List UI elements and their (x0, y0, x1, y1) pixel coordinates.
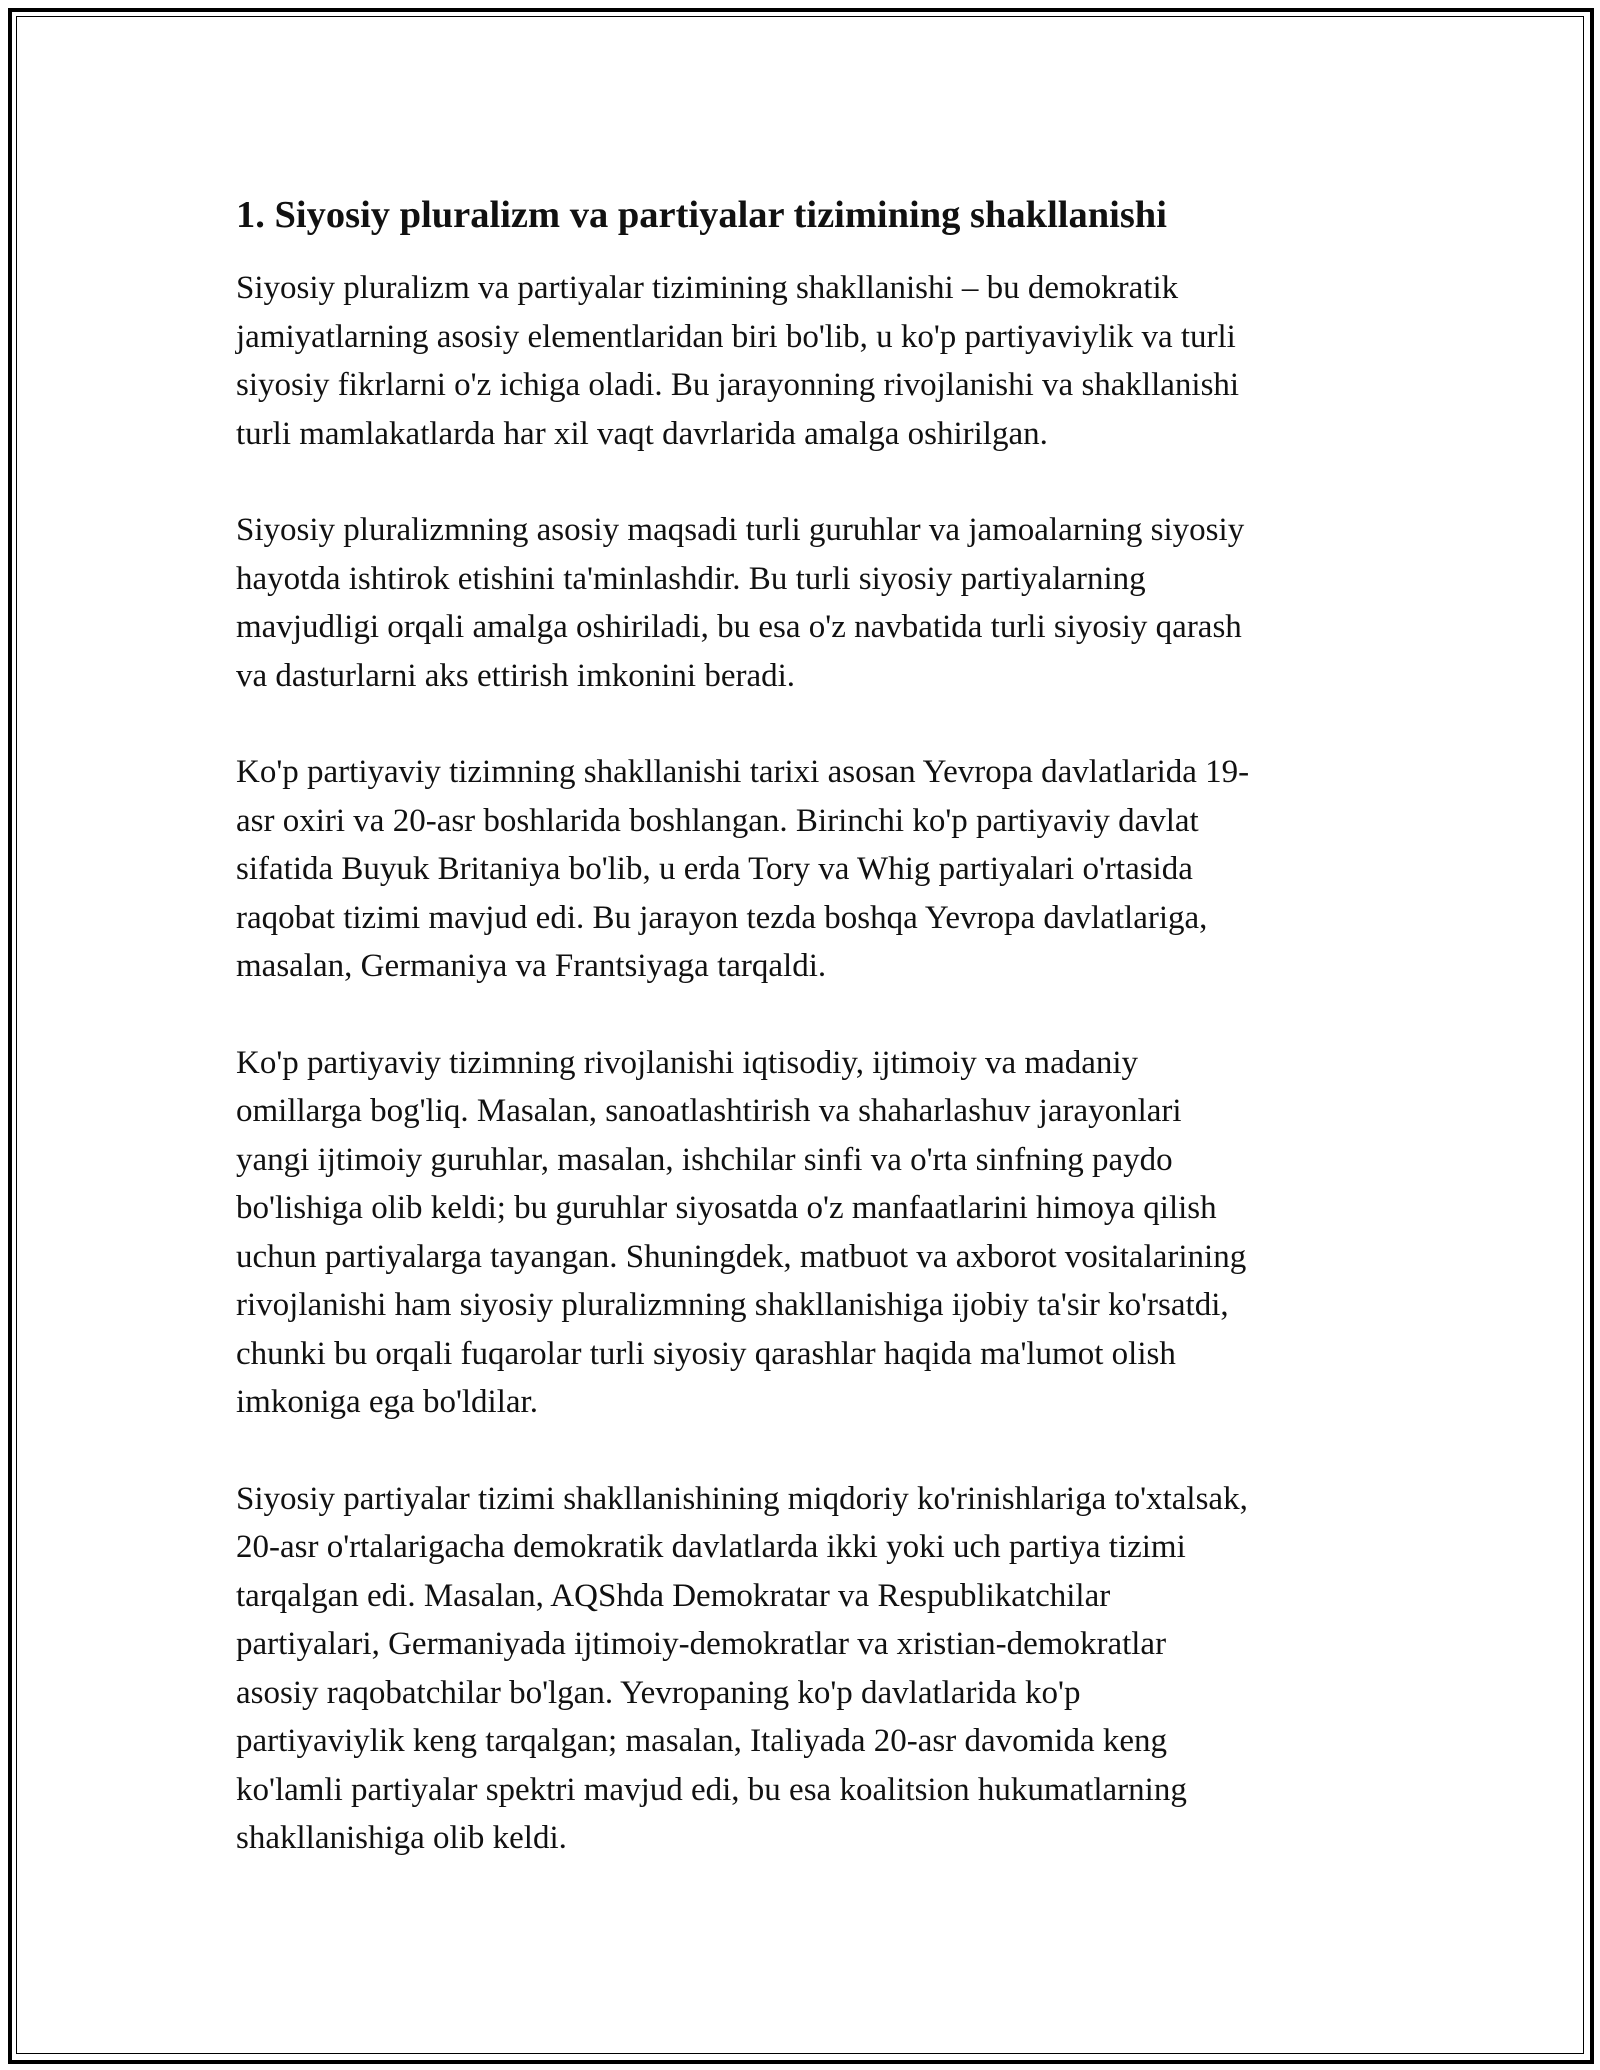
text-line: omillarga bog'liq. Masalan, sanoatlashtirish va shaharlashuv jarayonlari (236, 1093, 1182, 1129)
text-line: va dasturlarni aks ettirish imkonini beradi. (236, 657, 796, 694)
text-line: asosiy raqobatchilar bo'lgan. Yevropaning ko'p davlatlarida ko'p (236, 1674, 1081, 1711)
text-line: mavjudligi orqali amalga oshiriladi, bu esa o'z navbatida turli siyosiy qarash (236, 609, 1242, 645)
text-line: masalan, Germaniya va Frantsiyaga tarqaldi. (236, 948, 827, 984)
text-line: siyosiy fikrlarni o'z ichiga oladi. Bu jarayonning rivojlanishi va shakllanishi (236, 367, 1240, 403)
text-line: hayotda ishtirok etishini ta'minlashdir. Bu turli siyosiy partiyalarning (236, 560, 1146, 597)
text-line: 20-asr o'rtalarigacha demokratik davlatlarda ikki yoki uch partiya tizimi (236, 1529, 1186, 1565)
paragraph-2 (236, 506, 1376, 700)
paragraph-1 (236, 264, 1376, 458)
section-title: 1. Siyosiy pluralizm va partiyalar tizimining shakllanishi (236, 194, 1167, 236)
text-line: sifatida Buyuk Britaniya bo'lib, u erda Tory va Whig partiyalari o'rtasida (236, 851, 1193, 887)
text-line: Siyosiy partiyalar tizimi shakllanishining miqdoriy ko'rinishlariga to'xtalsak, (236, 1480, 1248, 1517)
paragraph-4 (236, 1039, 1376, 1427)
text-line: chunki bu orqali fuqarolar turli siyosiy qarashlar haqida ma'lumot olish (236, 1335, 1176, 1372)
paragraph-3 (236, 748, 1376, 991)
text-line: Siyosiy pluralizmning asosiy maqsadi turli guruhlar va jamoalarning siyosiy (236, 512, 1245, 548)
text-line: bo'lishiga olib keldi; bu guruhlar siyosatda o'z manfaatlarini himoya qilish (236, 1190, 1217, 1226)
text-line: uchun partiyalarga tayangan. Shuningdek, matbuot va axborot vositalarining (236, 1238, 1247, 1275)
text-line: shakllanishiga olib keldi. (236, 1820, 567, 1856)
text-line: partiyaviylik keng tarqalgan; masalan, Italiyada 20-asr davomida keng (236, 1723, 1168, 1759)
text-line: raqobat tizimi mavjud edi. Bu jarayon tezda boshqa Yevropa davlatlariga, (236, 899, 1208, 936)
text-line: yangi ijtimoiy guruhlar, masalan, ishchilar sinfi va o'rta sinfning paydo (236, 1141, 1173, 1178)
text-line: jamiyatlarning asosiy elementlaridan biri bo'lib, u ko'p partiyaviylik va turli (236, 318, 1236, 355)
text-line: Ko'p partiyaviy tizimning rivojlanishi iqtisodiy, ijtimoiy va madaniy (236, 1044, 1139, 1081)
paragraph-5 (236, 1475, 1376, 1863)
text-line: Siyosiy pluralizm va partiyalar tizimining shakllanishi – bu demokratik (236, 270, 1179, 306)
text-line: tarqalgan edi. Masalan, AQShda Demokratar va Respublikatchilar (236, 1577, 1111, 1614)
text-line: asr oxiri va 20-asr boshlarida boshlangan. Birinchi ko'p partiyaviy davlat (236, 802, 1199, 839)
text-line: ko'lamli partiyalar spektri mavjud edi, bu esa koalitsion hukumatlarning (236, 1771, 1187, 1808)
text-line: partiyalari, Germaniyada ijtimoiy-demokratlar va xristian-demokratlar (236, 1626, 1167, 1662)
text-line: turli mamlakatlarda har xil vaqt davrlarida amalga oshirilgan. (236, 415, 1048, 452)
text-line: Ko'p partiyaviy tizimning shakllanishi tarixi asosan Yevropa davlatlarida 19- (236, 754, 1250, 790)
text-line: rivojlanishi ham siyosiy pluralizmning shakllanishiga ijobiy ta'sir ko'rsatdi, (236, 1287, 1229, 1323)
text-line: imkoniga ega bo'ldilar. (236, 1384, 538, 1420)
document-body (236, 188, 1376, 1911)
